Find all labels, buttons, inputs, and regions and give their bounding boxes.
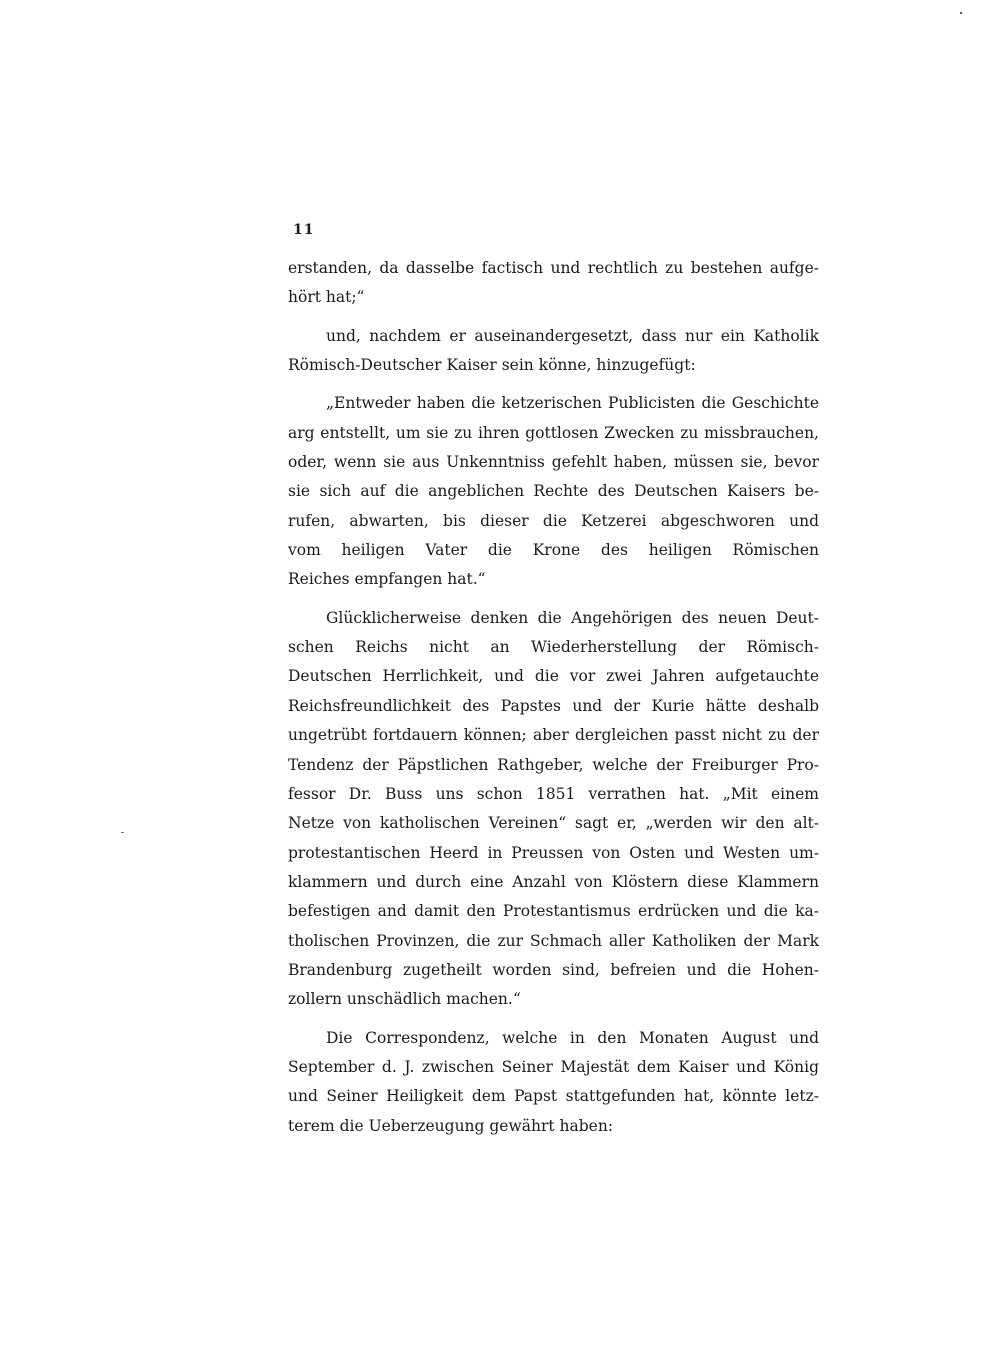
text-line: Tendenz der Päpstlichen Rathgeber, welche der Freiburger Pro-: [288, 755, 819, 774]
page-number: 11: [293, 222, 315, 238]
text-line: fessor Dr. Buss uns schon 1851 verrathen hat. „Mit einem: [288, 784, 819, 803]
text-line: und Seiner Heiligkeit dem Papst stattgefunden hat, könnte letz-: [288, 1087, 819, 1106]
paragraph: [288, 604, 819, 1015]
text-line: befestigen and damit den Protestantismus erdrücken und die ka-: [288, 902, 819, 921]
paragraph: [288, 389, 819, 594]
text-line: schen Reichs nicht an Wiederherstellung der Römisch-: [288, 638, 819, 657]
text-line: Deutschen Herrlichkeit, und die vor zwei Jahren aufgetauchte: [288, 667, 819, 686]
text-line: rufen, abwarten, bis dieser die Ketzerei abgeschworen und: [288, 511, 819, 530]
text-line: Netze von katholischen Vereinen“ sagt er, „werden wir den alt-: [288, 814, 819, 833]
text-line: oder, wenn sie aus Unkenntniss gefehlt haben, müssen sie, bevor: [288, 453, 819, 472]
text-line: hört hat;“: [288, 288, 365, 307]
text-line: sie sich auf die angeblichen Rechte des Deutschen Kaisers be-: [288, 482, 819, 501]
text-line: Reiches empfangen hat.“: [288, 570, 486, 589]
text-line: September d. J. zwischen Seiner Majestät dem Kaiser und König: [288, 1057, 819, 1076]
text-line: Glücklicherweise denken die Angehörigen des neuen Deut-: [326, 608, 819, 627]
body-text: [288, 254, 819, 1141]
scan-speck: [121, 832, 124, 833]
text-line: ungetrübt fortdauern können; aber dergleichen passt nicht zu der: [288, 726, 819, 745]
text-line: klammern und durch eine Anzahl von Klöstern diese Klammern: [288, 872, 819, 891]
text-line: Die Correspondenz, welche in den Monaten August und: [326, 1028, 819, 1047]
text-line: erstanden, da dasselbe factisch und rechtlich zu bestehen aufge-: [288, 259, 819, 277]
text-line: und, nachdem er auseinandergesetzt, dass nur ein Katholik: [326, 326, 819, 345]
scan-speck: [960, 12, 962, 14]
text-line: protestantischen Heerd in Preussen von Osten und Westen um-: [288, 843, 819, 862]
text-line: tholischen Provinzen, die zur Schmach aller Katholiken der Mark: [288, 931, 819, 950]
text-line: Brandenburg zugetheilt worden sind, befreien und die Hohen-: [288, 960, 819, 979]
paragraph: [288, 322, 819, 381]
text-line: arg entstellt, um sie zu ihren gottlosen Zwecken zu missbrauchen,: [288, 423, 819, 442]
text-line: Reichsfreundlichkeit des Papstes und der Kurie hätte deshalb: [288, 696, 819, 715]
text-line: vom heiligen Vater die Krone des heiligen Römischen: [288, 541, 819, 560]
paragraph: [288, 254, 819, 313]
text-line: Römisch-Deutscher Kaiser sein könne, hinzugefügt:: [288, 356, 696, 375]
text-line: terem die Ueberzeugung gewährt haben:: [288, 1116, 614, 1135]
paragraph: [288, 1024, 819, 1141]
text-line: „Entweder haben die ketzerischen Publicisten die Geschichte: [326, 394, 819, 413]
text-line: zollern unschädlich machen.“: [288, 990, 521, 1009]
